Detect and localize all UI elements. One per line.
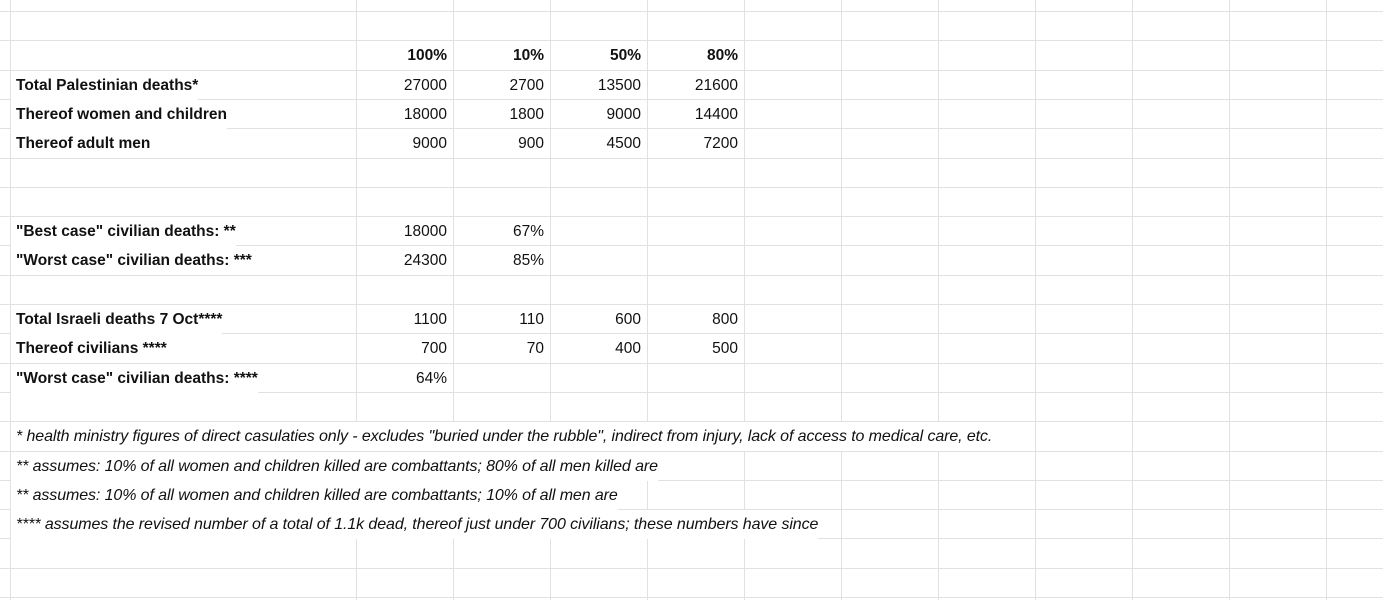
value-cell[interactable]: 27000 bbox=[403, 77, 447, 94]
value-cell[interactable]: 2700 bbox=[509, 77, 544, 94]
row-label-cell[interactable]: Total Palestinian deaths* bbox=[11, 71, 198, 100]
value-cell[interactable]: 500 bbox=[712, 340, 738, 357]
column-gridline bbox=[938, 0, 939, 600]
column-gridline bbox=[1035, 0, 1036, 600]
row-label-cell[interactable]: Thereof civilians **** bbox=[11, 334, 167, 363]
value-cell[interactable]: 1800 bbox=[509, 106, 544, 123]
row-label-cell[interactable]: "Worst case" civilian deaths: *** bbox=[11, 246, 252, 275]
value-cell[interactable]: 400 bbox=[615, 340, 641, 357]
footnote-cell[interactable]: ** assumes: 10% of all women and children killed are combattants; 10% of all men are bbox=[11, 481, 618, 510]
column-gridline bbox=[1326, 0, 1327, 600]
value-cell[interactable]: 4500 bbox=[606, 135, 641, 152]
value-cell[interactable]: 24300 bbox=[403, 252, 447, 269]
row-label-cell[interactable]: Total Israeli deaths 7 Oct**** bbox=[11, 305, 222, 334]
value-cell[interactable]: 1100 bbox=[413, 311, 447, 328]
value-cell[interactable]: 14400 bbox=[694, 106, 738, 123]
value-cell[interactable]: 110 bbox=[519, 311, 544, 328]
value-cell[interactable]: 700 bbox=[421, 340, 447, 357]
value-cell[interactable]: 18000 bbox=[403, 106, 447, 123]
footnote-cell[interactable]: * health ministry figures of direct casulaties only - excludes "buried under the rubble", indirect from injury, lack of access to medical care, etc. bbox=[11, 422, 992, 451]
row-gridline bbox=[0, 11, 1383, 12]
value-cell[interactable]: 9000 bbox=[412, 135, 447, 152]
value-cell[interactable]: 9000 bbox=[606, 106, 641, 123]
row-label-cell[interactable]: Thereof adult men bbox=[11, 129, 150, 158]
row-label-cell[interactable]: Thereof women and children bbox=[11, 100, 227, 129]
column-header-cell[interactable]: 50% bbox=[609, 47, 641, 64]
footnote-cell[interactable]: **** assumes the revised number of a total of 1.1k dead, thereof just under 700 civilians; these numbers have since bbox=[11, 510, 818, 539]
column-gridline bbox=[1132, 0, 1133, 600]
value-cell[interactable]: 85% bbox=[512, 252, 544, 269]
footnote-cell[interactable]: ** assumes: 10% of all women and children killed are combattants; 80% of all men killed are bbox=[11, 452, 658, 481]
column-header-cell[interactable]: 80% bbox=[706, 47, 738, 64]
value-cell[interactable]: 13500 bbox=[597, 77, 641, 94]
value-cell[interactable]: 7200 bbox=[703, 135, 738, 152]
row-gridline bbox=[0, 275, 1383, 276]
column-gridline bbox=[1229, 0, 1230, 600]
column-header-cell[interactable]: 10% bbox=[512, 47, 544, 64]
value-cell[interactable]: 900 bbox=[518, 135, 544, 152]
row-label-cell[interactable]: "Worst case" civilian deaths: **** bbox=[11, 364, 258, 393]
value-cell[interactable]: 67% bbox=[512, 223, 544, 240]
row-label-cell[interactable]: "Best case" civilian deaths: ** bbox=[11, 217, 236, 246]
row-gridline bbox=[0, 187, 1383, 188]
value-cell[interactable]: 18000 bbox=[403, 223, 447, 240]
value-cell[interactable]: 21600 bbox=[694, 77, 738, 94]
column-header-cell[interactable]: 100% bbox=[407, 47, 447, 64]
value-cell[interactable]: 600 bbox=[615, 311, 641, 328]
row-gridline bbox=[0, 158, 1383, 159]
value-cell[interactable]: 70 bbox=[526, 340, 544, 357]
value-cell[interactable]: 64% bbox=[415, 370, 447, 387]
column-gridline bbox=[841, 0, 842, 600]
row-gridline bbox=[0, 597, 1383, 598]
row-gridline bbox=[0, 568, 1383, 569]
value-cell[interactable]: 800 bbox=[712, 311, 738, 328]
